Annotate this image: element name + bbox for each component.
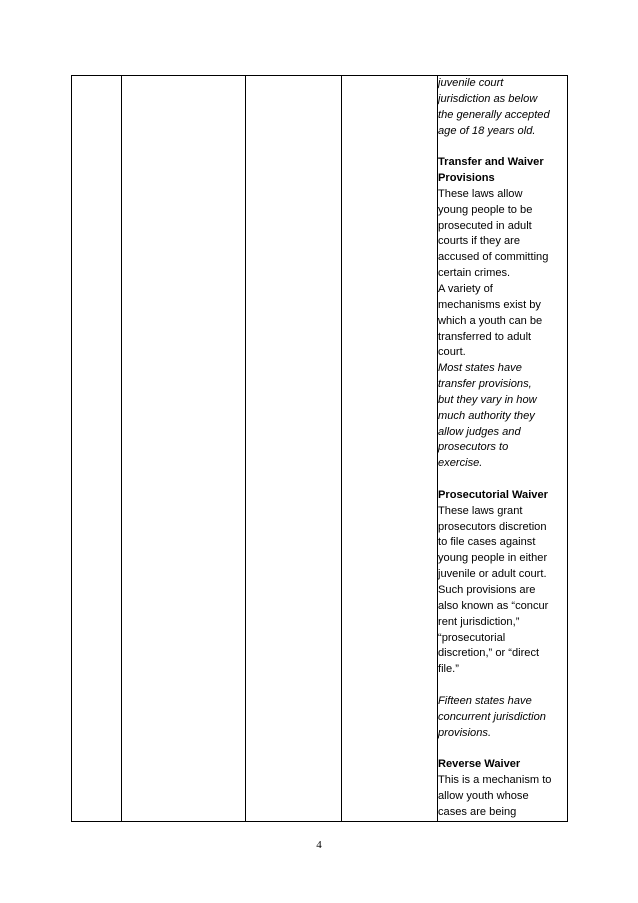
transfer-body-line: A variety of	[438, 282, 493, 295]
prosecutorial-body-line: Such provisions are	[438, 584, 536, 596]
table-cell-empty-3	[246, 76, 342, 822]
transfer-heading: Provisions	[438, 172, 495, 185]
content-table	[71, 75, 568, 822]
transfer-note-line: prosecutors to	[438, 441, 509, 454]
transfer-note-line: allow judges and	[438, 425, 521, 438]
transfer-note-line: exercise.	[438, 457, 483, 470]
prosecutorial-heading: Prosecutorial Waiver	[438, 488, 548, 501]
reverse-body-line: cases are being	[438, 805, 517, 818]
prosecutorial-body-line: discretion,” or “direct	[438, 647, 540, 660]
prosecutorial-body-line: juvenile or adult court.	[438, 568, 547, 581]
table-cell-empty-1	[72, 76, 122, 822]
paragraph-gap	[438, 139, 567, 155]
transfer-note-line: much authority they	[438, 409, 535, 422]
paragraph-gap	[438, 678, 567, 694]
transfer-body-line: accused of committing	[438, 251, 549, 264]
intro-line: jurisdiction as below	[438, 92, 538, 105]
transfer-note-line: but they vary in how	[438, 393, 537, 406]
prosecutorial-note-line: Fifteen states have	[438, 694, 532, 707]
transfer-body-line: court.	[438, 346, 466, 359]
prosecutorial-body-line: young people in either	[438, 552, 548, 565]
transfer-body-line: prosecuted in adult	[438, 219, 532, 232]
transfer-body-line: transferred to adult	[438, 330, 532, 343]
reverse-heading: Reverse Waiver	[438, 758, 521, 771]
table-cell-provisions	[438, 76, 568, 822]
transfer-body-line: certain crimes.	[438, 267, 511, 280]
prosecutorial-body-line: “prosecutorial	[438, 631, 506, 644]
paragraph-gap	[438, 741, 567, 757]
prosecutorial-note-line: concurrent jurisdiction	[438, 710, 546, 723]
prosecutorial-body-line: rent jurisdiction,”	[438, 615, 520, 628]
prosecutorial-body-line: also known as “concur	[438, 599, 549, 612]
table-cell-empty-4	[342, 76, 438, 822]
transfer-body-line: which a youth can be	[438, 314, 543, 327]
transfer-body-line: courts if they are	[438, 235, 521, 248]
table-row	[72, 76, 568, 822]
reverse-body-line: allow youth whose	[438, 789, 529, 802]
intro-line: age of 18 years old.	[438, 124, 536, 137]
prosecutorial-body-line: to file cases against	[438, 536, 536, 549]
transfer-note-line: Most states have	[438, 362, 522, 375]
transfer-body-line: These laws allow	[438, 187, 523, 200]
transfer-note-line: transfer provisions,	[438, 378, 532, 391]
transfer-heading: Transfer and Waiver	[438, 156, 544, 169]
page-number: 4	[316, 839, 322, 851]
transfer-body-line: mechanisms exist by	[438, 298, 541, 311]
prosecutorial-note-line: provisions.	[438, 726, 492, 739]
table-cell-empty-2	[122, 76, 246, 822]
prosecutorial-body-line: file.”	[438, 663, 459, 676]
intro-line: the generally accepted	[438, 108, 550, 121]
reverse-body-line: This is a mechanism to	[438, 774, 552, 787]
prosecutorial-body-line: These laws grant	[438, 504, 523, 517]
transfer-body-line: young people to be	[438, 203, 533, 216]
intro-line: juvenile court	[438, 77, 504, 89]
prosecutorial-body-line: prosecutors discretion	[438, 520, 547, 533]
paragraph-gap	[438, 472, 567, 488]
